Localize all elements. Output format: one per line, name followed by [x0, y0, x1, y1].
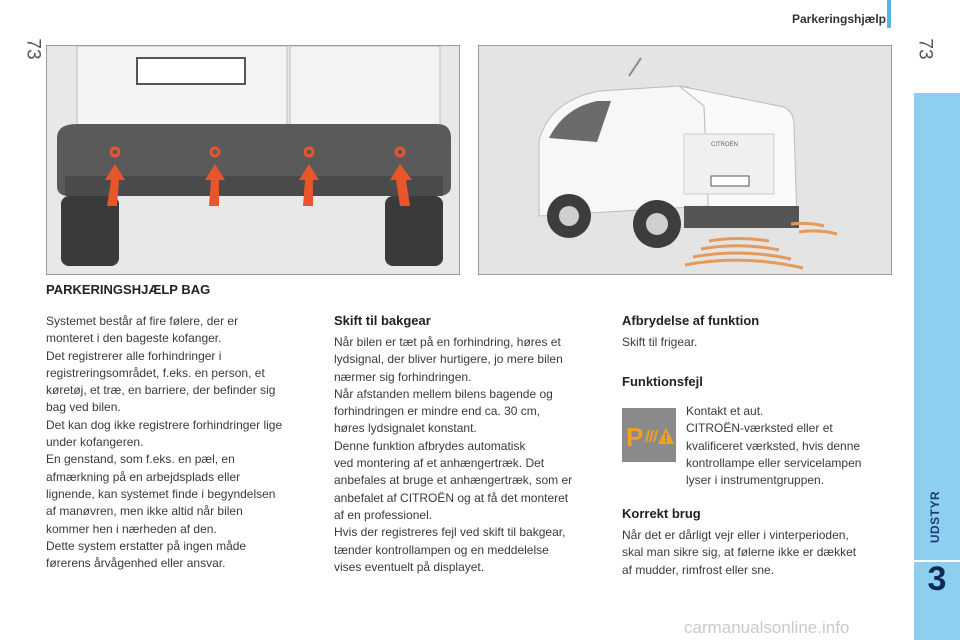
parking-sensor-warning-icon — [622, 408, 676, 462]
malfunction-line: Kontakt et aut. — [686, 404, 764, 418]
page-number-right: 73 — [914, 38, 936, 60]
svg-text:P: P — [626, 422, 644, 452]
reverse-line: Denne funktion afbrydes automatisk — [334, 438, 526, 453]
correct-use-line: Når det er dårligt vejr eller i vinterperioden, — [622, 528, 849, 542]
section-title: PARKERINGSHJÆLP BAG — [46, 282, 211, 297]
reverse-line: høres lydsignalet konstant. — [334, 421, 477, 436]
intro-line: under kofangeren. — [46, 435, 144, 450]
intro-line: Det kan dog ikke registrere forhindringer lige — [46, 417, 283, 432]
intro-line: køretøj, et træ, en barriere, der befinder sig — [46, 383, 276, 398]
deactivation-text: Skift til frigear. — [622, 335, 698, 349]
intro-line: registreringsområdet, f.eks. en person, et — [46, 365, 265, 380]
deactivation-heading: Afbrydelse af funktion — [622, 313, 760, 328]
reverse-line: lydsignal, der bliver hurtigere, jo mere bilen — [334, 352, 563, 367]
intro-line: af manøvren, men ikke altid når bilen — [46, 504, 243, 519]
reverse-line: anbefalet af CITROËN og at få det monteret — [334, 490, 569, 505]
intro-line: førerens årvågenhed eller ansvar. — [46, 556, 226, 571]
page-header-title: Parkeringshjælp — [791, 12, 886, 26]
correct-use-line: af mudder, rimfrost eller sne. — [622, 562, 775, 577]
intro-line: monteret i den bageste kofanger. — [46, 331, 222, 346]
reverse-text — [334, 334, 606, 576]
intro-line: afmærkning på en arbejdsplads eller — [46, 469, 241, 484]
reverse-line: anbefales at bruge et anhængertræk, som er — [334, 473, 573, 488]
reverse-line: Når afstanden mellem bilens bagende og — [334, 386, 553, 401]
page-number-left: 73 — [22, 38, 44, 60]
reverse-line: nærmer sig forhindringen. — [334, 369, 472, 384]
reverse-line: ved montering af et anhængertræk. Det — [334, 456, 545, 471]
reverse-line: forhindringen er mindre end ca. 30 cm, — [334, 404, 541, 419]
header-accent-bar — [887, 0, 891, 28]
rear-bumper-figure — [46, 45, 460, 275]
rear-bumper-sensors-illustration — [47, 46, 459, 274]
intro-text — [46, 313, 318, 572]
malfunction-line: lyser i instrumentgruppen. — [686, 473, 825, 488]
malfunction-line: kvalificeret værksted, hvis denne — [686, 438, 861, 453]
intro-line: lignende, kan systemet finde i begyndelsen — [46, 486, 276, 501]
intro-line: En genstand, som f.eks. en pæl, en — [46, 452, 235, 467]
intro-line: Systemet består af fire følere, der er — [46, 314, 239, 328]
watermark: carmanualsonline.info — [684, 618, 850, 637]
reverse-line: Hvis der registreres fejl ved skift til bakgear, — [334, 525, 566, 540]
van-figure — [478, 45, 892, 275]
intro-line: Dette system erstatter på ingen måde — [46, 538, 247, 553]
intro-line: kommer hen i nærheden af den. — [46, 521, 217, 536]
van-parking-waves-illustration — [479, 46, 891, 274]
correct-use-line: skal man sikre sig, at følerne ikke er dækket — [622, 545, 857, 560]
parking-sensor-warning-icon-graphic — [622, 408, 676, 462]
malfunction-text — [686, 403, 894, 489]
malfunction-heading: Funktionsfejl — [622, 374, 703, 389]
reverse-heading: Skift til bakgear — [334, 313, 431, 328]
correct-use-text — [622, 527, 898, 579]
reverse-line: Når bilen er tæt på en forhindring, høres et — [334, 335, 561, 349]
correct-use-heading: Korrekt brug — [622, 506, 701, 521]
chapter-number: 3 — [927, 560, 947, 598]
malfunction-line: kontrollampe eller servicelampen — [686, 455, 862, 470]
chapter-tab-label: UDSTYR — [928, 490, 942, 544]
intro-line: bag ved bilen. — [46, 400, 121, 415]
van-brand-text: CITROËN — [711, 142, 738, 148]
reverse-line: tænder kontrollampen og en meddelelse — [334, 542, 549, 557]
malfunction-line: CITROËN-værksted eller et — [686, 421, 833, 436]
reverse-line: vises eventuelt på displayet. — [334, 559, 485, 574]
chapter-tab — [914, 93, 960, 640]
reverse-line: af en professionel. — [334, 507, 433, 522]
intro-line: Det registrerer alle forhindringer i — [46, 348, 222, 363]
